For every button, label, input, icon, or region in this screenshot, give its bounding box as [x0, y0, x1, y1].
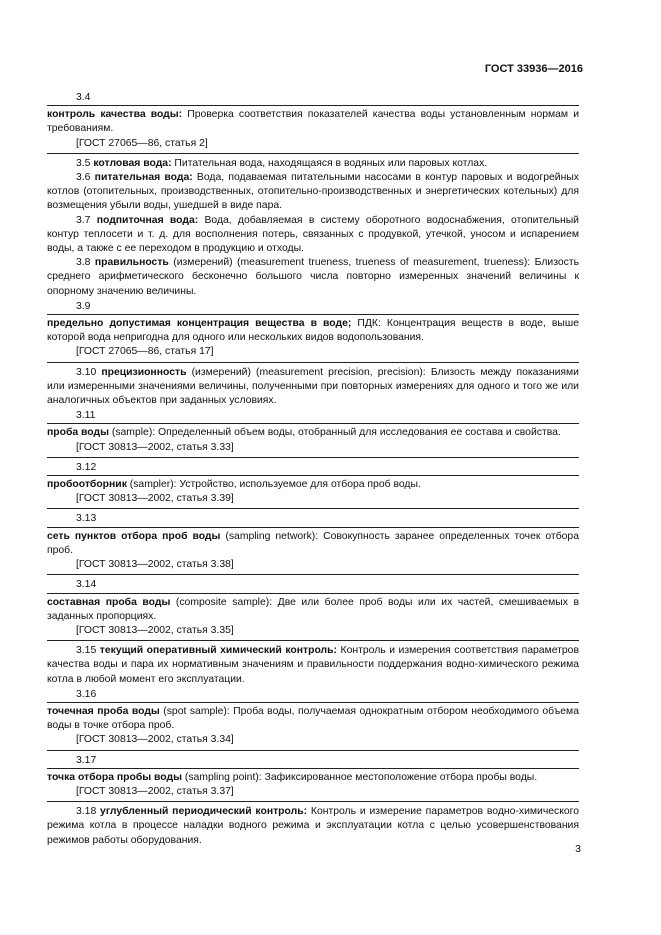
- term-definition: (composite sample): Две или более проб воды или их частей, смешиваемых в заданных пропорциях.: [47, 596, 579, 622]
- term-title: составная проба воды: [47, 596, 171, 608]
- standard-header: ГОСТ 33936—2016: [484, 63, 583, 75]
- term-paragraph: [47, 171, 579, 214]
- terms-content: [47, 90, 579, 848]
- term-reference: [ГОСТ 30813—2002, статья 3.35]: [76, 624, 234, 636]
- term-number: 3.7: [76, 214, 97, 226]
- term-reference: [ГОСТ 30813—2002, статья 3.38]: [76, 559, 234, 571]
- term-number: 3.13: [76, 513, 97, 525]
- term-title: контроль качества воды:: [47, 109, 183, 121]
- term-definition: Питательная вода, находящаяся в водяных или паровых котлах.: [171, 157, 488, 169]
- term-reference: [ГОСТ 27065—86, статья 17]: [76, 346, 214, 358]
- term-number: 3.8: [76, 257, 95, 269]
- definition-box: [47, 423, 579, 457]
- definition-box: [47, 768, 579, 802]
- definition-box: [47, 105, 579, 154]
- term-definition: (измерений) (measurement precision, precision): Близость между показаниями или измеренными значениями величины, полученными при повторных измерениях для одного и того же или аналогичных объектов при заданных условиях.: [47, 366, 579, 407]
- term-definition: Вода, добавляемая в систему оборотного водоснабжения, отопительный контур теплосети и т. д. для восполнения потерь, связанных с продувкой, утечкой, уносом и испарением воды, а также с ее переходом в продукцию и отходы.: [47, 214, 579, 255]
- term-paragraph: [47, 214, 579, 257]
- term-title: проба воды: [47, 427, 109, 439]
- term-title: прецизионность: [101, 366, 187, 378]
- term-title: подпиточная вода:: [96, 214, 199, 226]
- term-title: текущий оперативный химический контроль:: [99, 645, 338, 657]
- term-definition: Контроль и измерение параметров водно-химического режима котла в процессе наладки водного режима и эксплуатации котла с целью усовершенствования режимов работы оборудования.: [47, 806, 579, 846]
- term-number: 3.9: [76, 300, 91, 312]
- term-definition: ПДК: Концентрация веществ в воде, выше которой вода непригодна для одного или нескольких видов водопользования.: [47, 318, 580, 344]
- term-number: 3.12: [76, 461, 97, 473]
- definition-box: [47, 527, 579, 576]
- term-number: 3.15: [76, 645, 100, 657]
- term-number: 3.11: [76, 410, 96, 422]
- term-number: 3.5: [76, 157, 94, 169]
- term-definition: Проверка соответствия показателей качества воды установленным нормам и требованиям.: [47, 109, 579, 135]
- term-number: 3.16: [76, 688, 97, 700]
- term-number: 3.4: [76, 92, 91, 103]
- definition-box: [47, 593, 579, 642]
- term-paragraph: [47, 366, 579, 409]
- term-definition: Контроль и измерения соответствия параметров качества воды и пара их нормативным значениям и правильности поддержания водно-химического режима котла в любой момент его эксплуатации.: [47, 645, 579, 685]
- definition-box: [47, 475, 579, 509]
- term-title: сеть пунктов отбора проб воды: [47, 530, 221, 542]
- term-definition: (sampler): Устройство, используемое для отбора проб воды.: [126, 479, 421, 491]
- definition-box: [47, 314, 579, 363]
- term-title: котловая вода:: [93, 157, 172, 169]
- term-definition: (spot sample): Проба воды, получаемая однократным отбором необходимого объема воды в точке отбора проб.: [47, 705, 579, 732]
- term-definition: (sampling network): Совокупность заранее определенных точек отбора проб.: [47, 530, 579, 556]
- term-title: углубленный периодический контроль:: [100, 806, 308, 818]
- term-title: пробоотборник: [47, 479, 127, 491]
- term-title: питательная вода:: [94, 172, 193, 184]
- term-number: 3.10: [76, 366, 102, 378]
- term-paragraph: [47, 256, 579, 299]
- term-number: 3.17: [76, 754, 97, 766]
- term-number: 3.14: [76, 579, 97, 591]
- term-number: 3.18: [76, 806, 101, 818]
- page-number: 3: [575, 843, 581, 855]
- term-title: правильность: [94, 257, 169, 269]
- term-definition: (sample): Определенный объем воды, отобранный для исследования ее состава и свойства.: [108, 427, 561, 439]
- term-reference: [ГОСТ 30813—2002, статья 3.33]: [76, 441, 234, 453]
- term-title: точечная проба воды: [47, 705, 160, 717]
- term-paragraph: [47, 157, 579, 171]
- term-reference: [ГОСТ 30813—2002, статья 3.37]: [76, 785, 234, 797]
- term-definition: (измерений) (measurement trueness, trueness of measurement, trueness): Близость среднего арифметического бесконечно большого числа повторно измеренных значений величины к опорному значению величины.: [47, 257, 579, 297]
- term-reference: [ГОСТ 30813—2002, статья 3.34]: [76, 734, 234, 746]
- definition-box: [47, 702, 579, 751]
- term-reference: [ГОСТ 27065—86, статья 2]: [76, 137, 208, 149]
- term-reference: [ГОСТ 30813—2002, статья 3.39]: [76, 493, 234, 505]
- term-paragraph: [47, 644, 579, 687]
- term-title: предельно допустимая концентрация вещества в воде;: [47, 318, 352, 330]
- term-number: 3.6: [76, 172, 95, 184]
- term-definition: Вода, подаваемая питательными насосами в контур паровых и водогрейных котлов (отопительных, производственных, отопительно-производственных и энергетических котельных) для возмещения убыли воды, ушедшей в виде пара.: [47, 172, 580, 212]
- term-title: точка отбора пробы воды: [47, 771, 182, 783]
- term-definition: (sampling point): Зафиксированное местоположение отбора пробы воды.: [181, 771, 538, 783]
- term-paragraph: [47, 805, 579, 848]
